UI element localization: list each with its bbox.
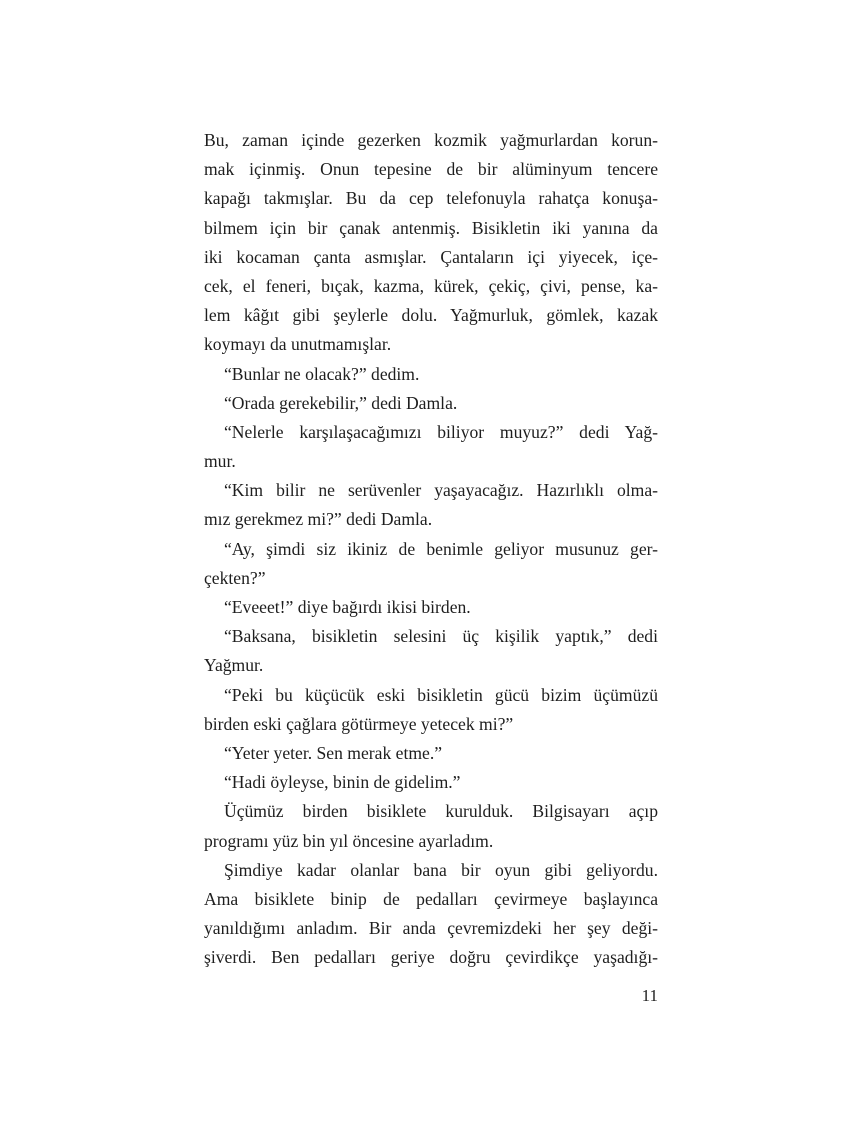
text-line: cek, el feneri, bıçak, kazma, kürek, çekiç, çivi, pense, ka- — [204, 275, 658, 296]
text-line: koymayı da unutmamışlar. — [204, 334, 392, 355]
text-line: iki kocaman çanta asmışlar. Çantaların içi yiyecek, içe- — [204, 246, 658, 267]
text-line: mur. — [204, 451, 236, 472]
text-line: birden eski çağlara götürmeye yetecek mi?” — [204, 713, 514, 734]
text-line: programı yüz bin yıl öncesine ayarladım. — [204, 830, 494, 851]
text-line: “Eveeet!” diye bağırdı ikisi birden. — [224, 597, 471, 617]
text-line: “Hadi öyleyse, binin de gidelim.” — [224, 772, 461, 793]
text-line: kapağı takmışlar. Bu da cep telefonuyla rahatça konuşa- — [204, 188, 658, 209]
text-line: “Yeter yeter. Sen merak etme.” — [224, 742, 443, 763]
text-line: şiverdi. Ben pedalları geriye doğru çevirdikçe yaşadığı- — [204, 947, 658, 968]
text-line: yanıldığımı anladım. Bir anda çevremizdeki her şey deği- — [204, 918, 658, 939]
text-line: “Baksana, bisikletin selesini üç kişilik yaptık,” dedi — [224, 626, 658, 647]
text-line: “Kim bilir ne serüvenler yaşayacağız. Hazırlıklı olma- — [224, 480, 658, 501]
text-line: “Peki bu küçücük eski bisikletin gücü bizim üçümüzü — [224, 684, 658, 705]
text-line: Şimdiye kadar olanlar bana bir oyun gibi geliyordu. — [224, 859, 658, 880]
body-text — [204, 126, 658, 972]
text-line: “Nelerle karşılaşacağımızı biliyor muyuz?” dedi Yağ- — [224, 421, 658, 442]
text-line: mak içinmiş. Onun tepesine de bir alüminyum tencere — [204, 159, 658, 180]
text-line: Bu, zaman içinde gezerken kozmik yağmurlardan korun- — [204, 130, 658, 150]
text-line: Üçümüz birden bisiklete kurulduk. Bilgisayarı açıp — [224, 801, 658, 822]
text-line: mız gerekmez mi?” dedi Damla. — [204, 509, 433, 530]
text-line: Yağmur. — [204, 655, 264, 676]
text-line: “Ay, şimdi siz ikiniz de benimle geliyor musunuz ger- — [224, 538, 658, 559]
text-line: “Orada gerekebilir,” dedi Damla. — [224, 392, 458, 413]
page-number: 11 — [641, 986, 658, 1005]
text-line: “Bunlar ne olacak?” dedim. — [224, 363, 420, 384]
text-line: çekten?” — [204, 567, 266, 588]
text-line: lem kâğıt gibi şeylerle dolu. Yağmurluk, gömlek, kazak — [204, 305, 658, 326]
text-line: bilmem için bir çanak antenmiş. Bisikletin iki yanına da — [204, 217, 658, 238]
text-line: Ama bisiklete binip de pedalları çevirmeye başlayınca — [204, 888, 658, 909]
